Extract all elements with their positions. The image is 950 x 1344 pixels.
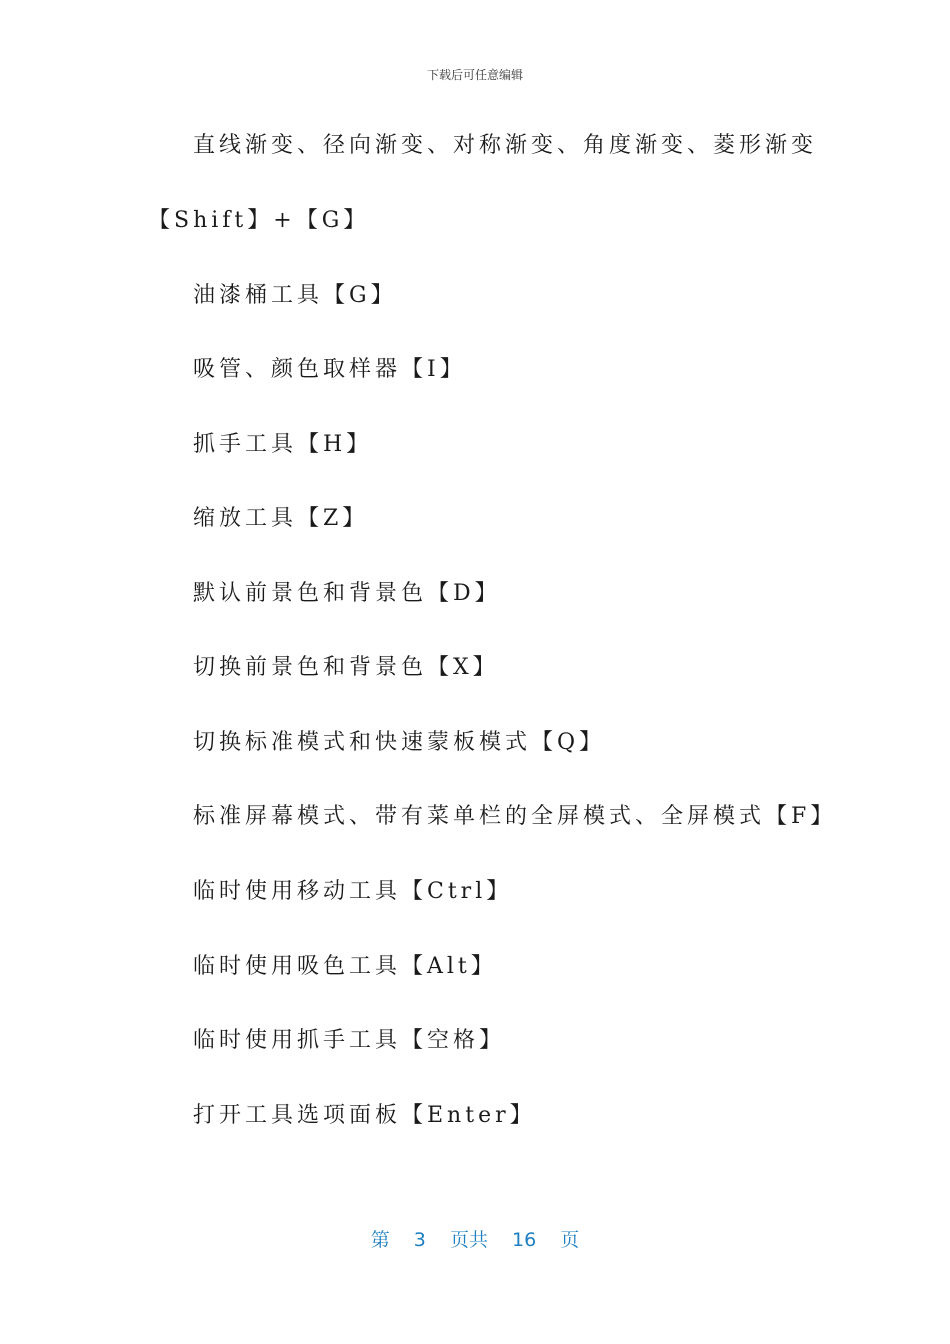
text-line: 缩放工具【Z】	[193, 506, 369, 531]
page-mid: 页共	[449, 1229, 488, 1251]
page-number: 3	[413, 1229, 426, 1251]
text-line: 抓手工具【H】	[193, 432, 373, 457]
text-line: 临时使用移动工具【Ctrl】	[193, 879, 513, 904]
text-line: 吸管、颜色取样器【I】	[193, 357, 466, 382]
text-line: 【Shift】+【G】	[148, 208, 370, 233]
text-line: 打开工具选项面板【Enter】	[193, 1103, 536, 1128]
text-line: 直线渐变、径向渐变、对称渐变、角度渐变、菱形渐变	[193, 133, 818, 158]
page-suffix: 页	[560, 1229, 580, 1251]
text-line: 切换标准模式和快速蒙板模式【Q】	[193, 730, 606, 755]
text-line: 油漆桶工具【G】	[193, 283, 397, 308]
text-line: 切换前景色和背景色【X】	[193, 655, 499, 680]
page-footer	[0, 1225, 950, 1252]
text-line: 默认前景色和背景色【D】	[193, 581, 501, 606]
text-line: 临时使用抓手工具【空格】	[193, 1028, 506, 1053]
total-pages: 16	[512, 1229, 537, 1251]
page-header: 下载后可任意编辑	[426, 68, 523, 82]
page-prefix: 第	[370, 1229, 390, 1251]
text-line: 标准屏幕模式、带有菜单栏的全屏模式、全屏模式【F】	[193, 804, 837, 829]
text-line: 临时使用吸色工具【Alt】	[193, 954, 497, 979]
